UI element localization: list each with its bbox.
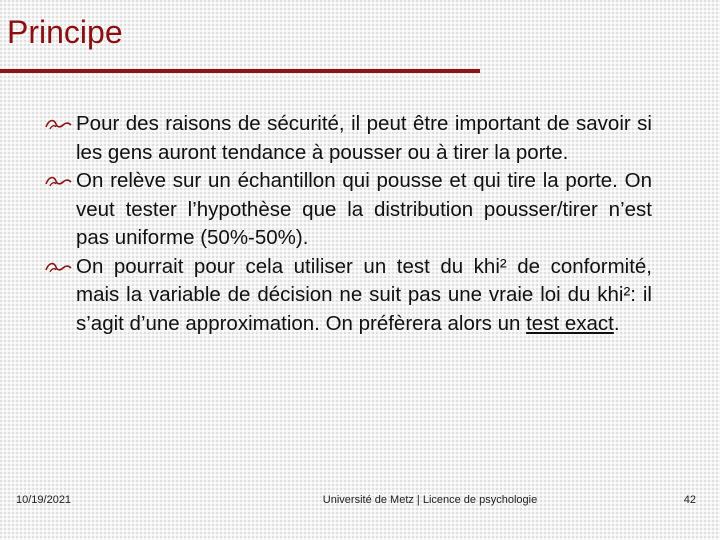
title-underline (0, 69, 480, 73)
page-number: 42 (683, 494, 696, 506)
bullet-item (44, 253, 652, 339)
swirl-bullet-icon (44, 259, 72, 275)
bullet-text-end: . (613, 311, 620, 335)
bullet-text: On pourrait pour cela utiliser un test du khi² de conformité, mais la variable de décision ne suit pas une vraie loi du khi²: il s’agit d’une approximation. On préfèrera alors un (76, 254, 652, 335)
bullet-item (44, 110, 652, 167)
swirl-bullet-icon (44, 116, 72, 132)
bullet-text: On relève sur un échantillon qui pousse et qui tire la porte. On veut tester l’hypothèse que la distribution pousser/tirer n’est pas uniforme (50%-50%). (76, 169, 652, 249)
bullet-text: Pour des raisons de sécurité, il peut être important de savoir si les gens auront tendance à pousser ou à tirer la porte. (76, 112, 652, 164)
slide-title: Principe (7, 14, 123, 50)
swirl-bullet-icon (44, 173, 72, 189)
bullet-list (44, 110, 652, 338)
bullet-item (44, 167, 652, 253)
test-exact-link[interactable]: test exact (526, 311, 614, 335)
footer-date: 10/19/2021 (16, 494, 72, 506)
footer-center-text: Université de Metz | Licence de psychologie (322, 494, 538, 506)
